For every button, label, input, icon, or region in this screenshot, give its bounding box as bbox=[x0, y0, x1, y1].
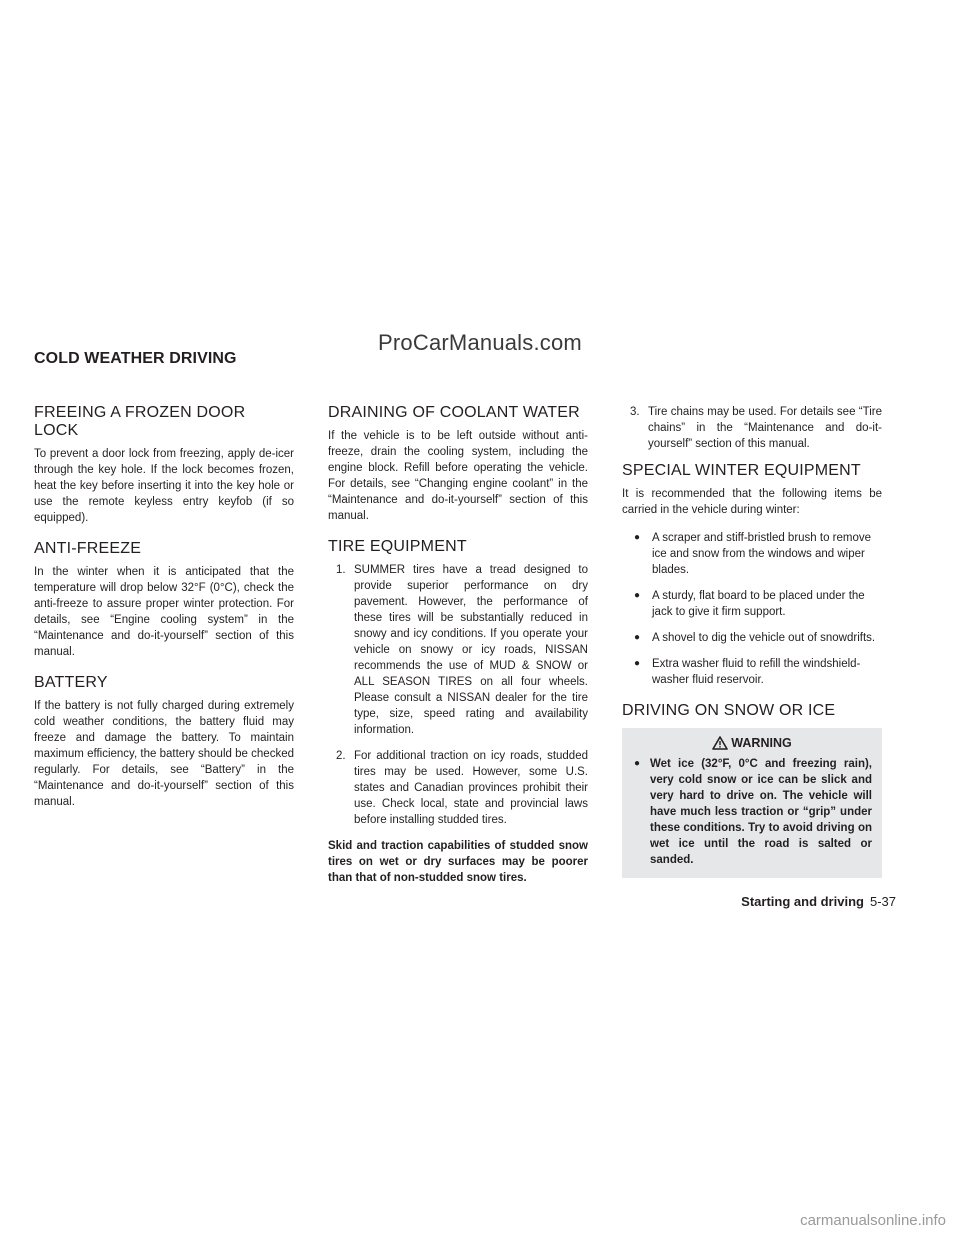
heading-driving-on-snow-or-ice: DRIVING ON SNOW OR ICE bbox=[622, 702, 836, 719]
list-item bbox=[622, 530, 882, 578]
warning-item bbox=[632, 756, 872, 868]
list-item-text: SUMMER tires have a tread designed to provide superior performance on dry pavement. However, the performance of these tires will be substantially reduced in snowy and icy conditions. If you operate your vehicle on snowy or icy roads, NISSAN recommends the use of MUD & SNOW or ALL SEASON TIRES on all four wheels. Please consult a NISSAN dealer for the tire type, size, speed rating and availability information. bbox=[354, 564, 588, 736]
paragraph-draining-coolant: If the vehicle is to be left outside without anti-freeze, drain the cooling system, including the engine block. Refill before operating the vehicle. For details, see “Changing engine coolant” in the “Maintenance and do-it-yourself” section of this manual. bbox=[328, 430, 588, 522]
bullet-icon: ● bbox=[634, 532, 641, 543]
heading-tire-equipment: TIRE EQUIPMENT bbox=[328, 538, 467, 555]
column-2 bbox=[328, 404, 588, 898]
footer-chapter: Starting and driving bbox=[741, 894, 864, 909]
watermark-carmanualsonline: carmanualsonline.info bbox=[800, 1212, 946, 1229]
list-item bbox=[622, 630, 882, 646]
paragraph-special-winter-equipment: It is recommended that the following items be carried in the vehicle during winter: bbox=[622, 488, 882, 516]
page-number: 5-37 bbox=[869, 894, 896, 909]
column-3 bbox=[622, 404, 882, 878]
paragraph-frozen-door-lock: To prevent a door lock from freezing, apply de-icer through the key hole. If the lock becomes frozen, heat the key before inserting it into the key hole or use the remote keyless entry keyfob (if so equipped). bbox=[34, 448, 294, 524]
list-item-text: For additional traction on icy roads, studded tires may be used. However, some U.S. states and Canadian provinces prohibit their use. Check local, state and provincial laws before installing studded tires. bbox=[354, 750, 588, 826]
list-item bbox=[328, 562, 588, 738]
bullet-icon: ● bbox=[634, 632, 641, 643]
list-item-text: A scraper and stiff-bristled brush to remove ice and snow from the windows and wiper blades. bbox=[652, 532, 872, 576]
tire-equipment-list bbox=[328, 562, 588, 828]
winter-equipment-list bbox=[622, 530, 882, 688]
heading-frozen-door-lock: FREEING A FROZEN DOOR LOCK bbox=[34, 404, 246, 439]
bullet-icon: ● bbox=[634, 658, 641, 669]
page-footer bbox=[741, 894, 896, 909]
list-item bbox=[622, 656, 882, 688]
column-1 bbox=[34, 404, 294, 822]
list-item-number: 1. bbox=[336, 564, 346, 576]
watermark-procarmanuals: ProCarManuals.com bbox=[378, 330, 582, 355]
tire-equipment-list-continued bbox=[622, 404, 882, 452]
warning-header bbox=[632, 736, 872, 750]
heading-special-winter-equipment: SPECIAL WINTER EQUIPMENT bbox=[622, 462, 861, 479]
warning-box bbox=[622, 728, 882, 878]
list-item-number: 3. bbox=[630, 406, 640, 418]
list-item bbox=[328, 748, 588, 828]
section-title: COLD WEATHER DRIVING bbox=[34, 350, 237, 367]
heading-draining-coolant: DRAINING OF COOLANT WATER bbox=[328, 404, 580, 421]
paragraph-battery: If the battery is not fully charged during extremely cold weather conditions, the battery fluid may freeze and damage the battery. To maintain maximum efficiency, the battery should be checked regularly. For details, see “Battery” in the “Maintenance and do-it-yourself” section of this manual. bbox=[34, 700, 294, 808]
warning-label: WARNING bbox=[731, 736, 792, 750]
list-item-number: 2. bbox=[336, 750, 346, 762]
list-item-text: Tire chains may be used. For details see “Tire chains” in the “Maintenance and do-it-yourself” section of this manual. bbox=[648, 406, 882, 450]
list-item-text: A sturdy, flat board to be placed under the jack to give it firm support. bbox=[652, 590, 865, 618]
bullet-icon: ● bbox=[634, 758, 641, 769]
list-item bbox=[622, 404, 882, 452]
bullet-icon: ● bbox=[634, 590, 641, 601]
heading-anti-freeze: ANTI-FREEZE bbox=[34, 540, 142, 557]
paragraph-studded-tires-note: Skid and traction capabilities of studded snow tires on wet or dry surfaces may be poorer than that of non-studded snow tires. bbox=[328, 840, 588, 884]
warning-triangle-icon bbox=[712, 736, 728, 750]
warning-text: Wet ice (32°F, 0°C and freezing rain), very cold snow or ice can be slick and very hard to drive on. The vehicle will have much less traction or “grip” under these conditions. Try to avoid driving on wet ice until the road is salted or sanded. bbox=[650, 758, 872, 866]
list-item-text: A shovel to dig the vehicle out of snowdrifts. bbox=[652, 632, 876, 644]
heading-battery: BATTERY bbox=[34, 674, 108, 691]
list-item-text: Extra washer fluid to refill the windshield-washer fluid reservoir. bbox=[652, 658, 861, 686]
paragraph-anti-freeze: In the winter when it is anticipated that the temperature will drop below 32°F (0°C), check the anti-freeze to assure proper winter protection. For details, see “Engine cooling system” in the “Maintenance and do-it-yourself” section of this manual. bbox=[34, 566, 294, 658]
list-item bbox=[622, 588, 882, 620]
